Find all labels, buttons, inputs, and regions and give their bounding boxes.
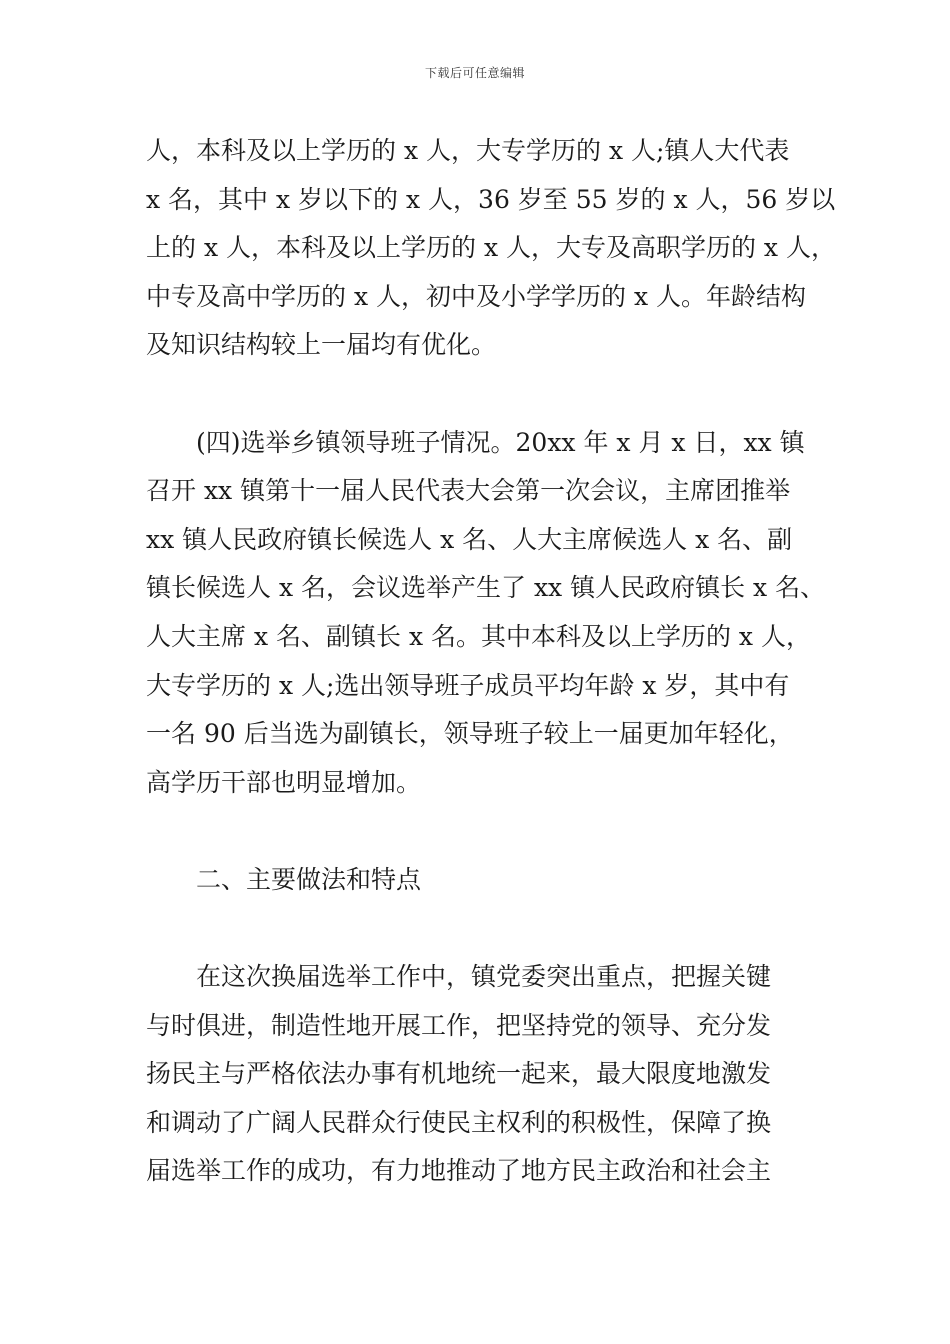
text-line: 及知识结构较上一届均有优化。 <box>146 330 497 360</box>
text-line: 人，本科及以上学历的 x 人，大专学历的 x 人;镇人大代表 <box>146 136 790 165</box>
page-header-note: 下载后可任意编辑 <box>424 66 525 80</box>
paragraph-spacer <box>146 370 826 419</box>
text-line: 扬民主与严格依法办事有机地统一起来，最大限度地激发 <box>146 1059 772 1089</box>
text-line: (四)选举乡镇领导班子情况。20xx 年 x 月 x 日，xx 镇 <box>146 427 805 457</box>
text-line: 与时俱进，制造性地开展工作，把坚持党的领导、充分发 <box>146 1010 772 1040</box>
section-heading <box>146 856 826 905</box>
document-body <box>146 127 836 1196</box>
paragraph-spacer <box>146 807 826 856</box>
text-line: 在这次换届选举工作中，镇党委突出重点，把握关键 <box>146 962 772 992</box>
paragraph-1 <box>146 127 836 370</box>
text-line: xx 镇人民政府镇长候选人 x 名、人大主席候选人 x 名、副 <box>146 524 793 554</box>
text-line: 大专学历的 x 人;选出领导班子成员平均年龄 x 岁，其中有 <box>146 670 790 700</box>
paragraph-3 <box>146 953 826 1196</box>
text-line: 中专及高中学历的 x 人，初中及小学学历的 x 人。年龄结构 <box>146 281 806 311</box>
text-line: 人大主席 x 名、副镇长 x 名。其中本科及以上学历的 x 人， <box>146 621 811 651</box>
text-line: x 名，其中 x 岁以下的 x 人，36 岁至 55 岁的 x 人，56 岁以 <box>146 184 836 214</box>
text-line: 一名 90 后当选为副镇长，领导班子较上一届更加年轻化， <box>146 719 794 749</box>
text-line: 和调动了广阔人民群众行使民主权利的积极性，保障了换 <box>146 1107 772 1137</box>
text-line: 镇长候选人 x 名，会议选举产生了 xx 镇人民政府镇长 x 名、 <box>146 573 826 603</box>
text-line: 上的 x 人，本科及以上学历的 x 人，大专及高职学历的 x 人， <box>146 233 836 263</box>
paragraph-2 <box>146 419 826 808</box>
text-line: 高学历干部也明显增加。 <box>146 767 422 797</box>
paragraph-spacer <box>146 905 826 954</box>
text-line: 召开 xx 镇第十一届人民代表大会第一次会议，主席团推举 <box>146 476 791 506</box>
text-line: 届选举工作的成功，有力地推动了地方民主政治和社会主 <box>146 1156 772 1186</box>
section-heading-text: 二、主要做法和特点 <box>146 864 422 894</box>
